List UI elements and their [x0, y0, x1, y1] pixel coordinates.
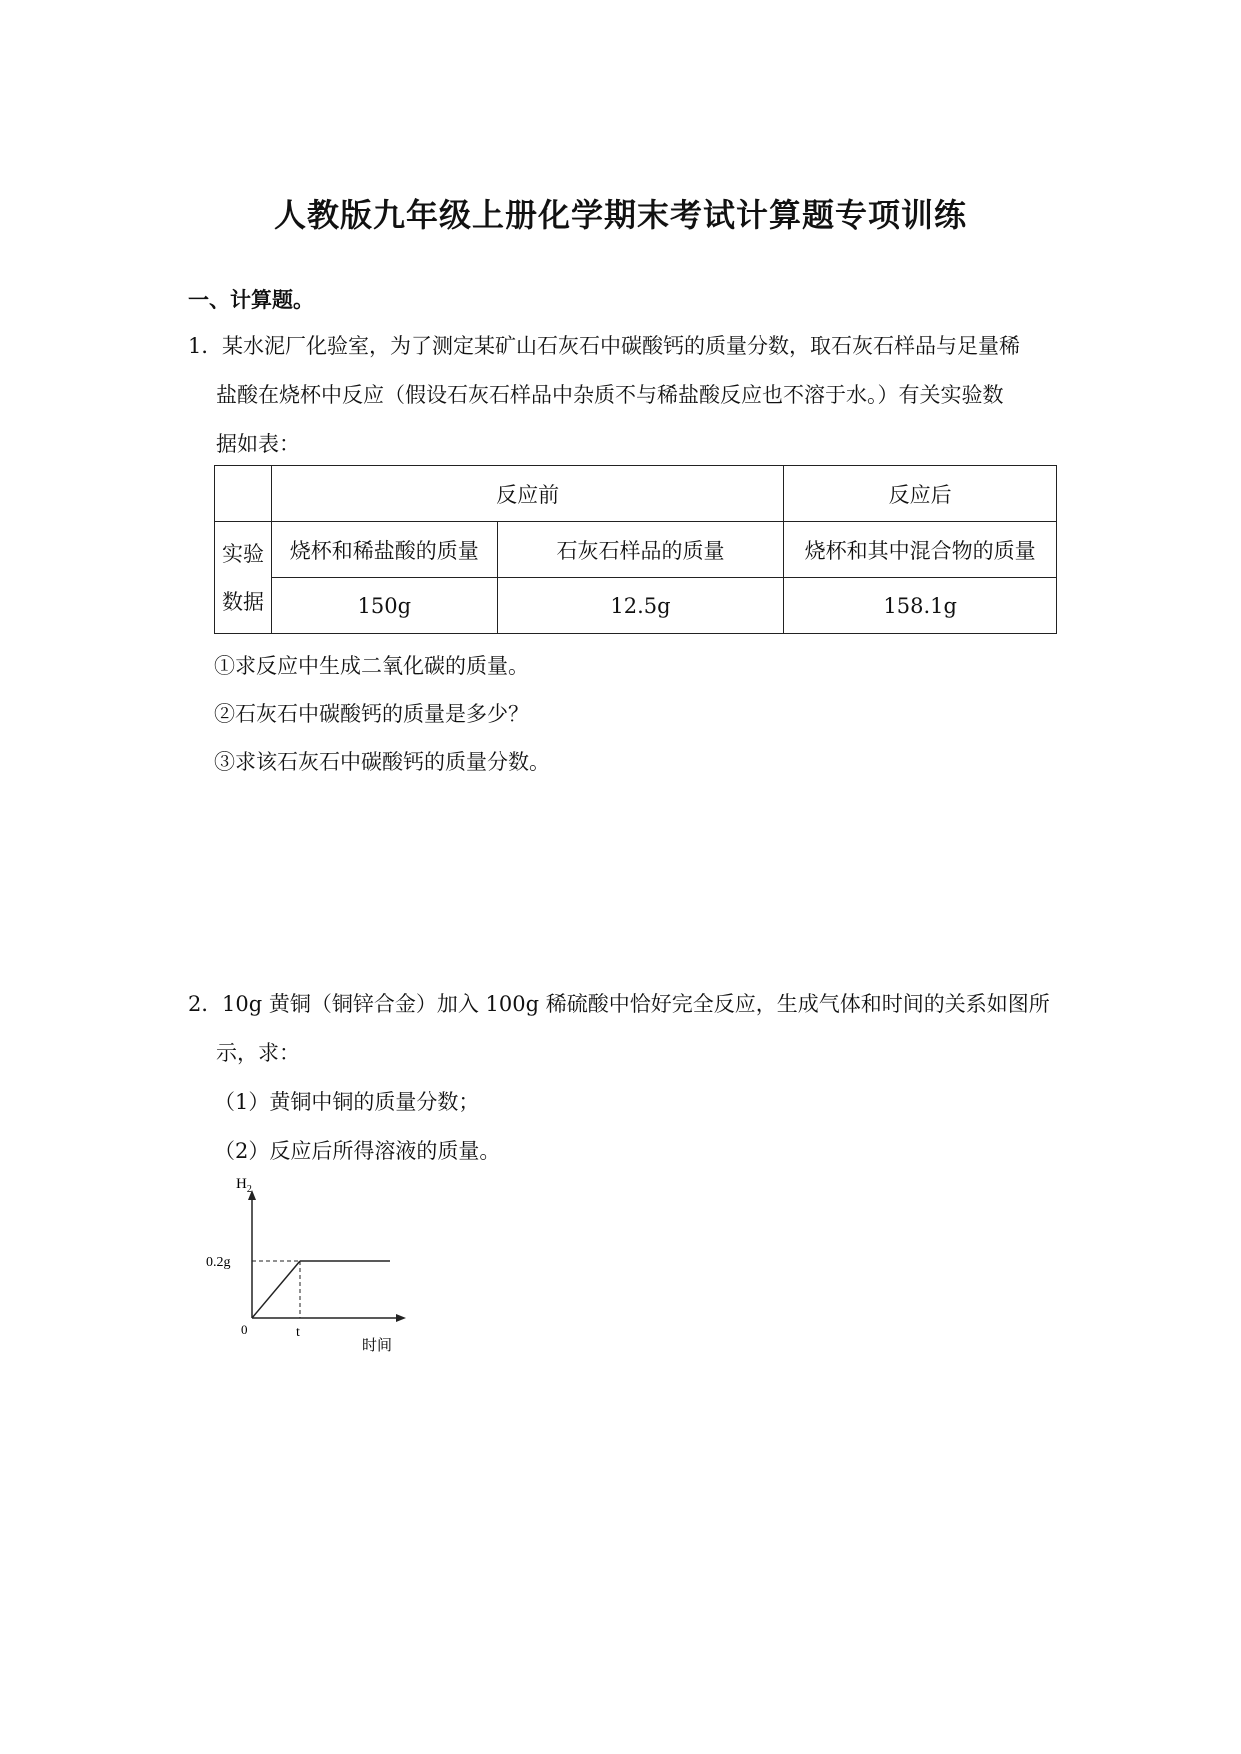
- experiment-data-table: [214, 465, 1057, 634]
- question-1-line-2: 盐酸在烧杯中反应（假设石灰石样品中杂质不与稀盐酸反应也不溶于水。）有关实验数: [216, 383, 1004, 407]
- table-empty-corner: [215, 466, 272, 522]
- table-header-before: 反应前: [271, 466, 783, 522]
- section-heading: 一、计算题。: [188, 288, 314, 312]
- table-row-label-line-2: 数据: [221, 589, 264, 614]
- question-1-line-1: 某水泥厂化验室，为了测定某矿山石灰石中碳酸钙的质量分数，取石灰石样品与足量稀: [222, 334, 1020, 358]
- table-row-label: [215, 522, 272, 634]
- question-1-number: 1．: [188, 334, 223, 358]
- graph-x-arrow-icon: [396, 1314, 406, 1322]
- question-1-line-3: 据如表：: [216, 432, 300, 456]
- question-1-sub-1: ①求反应中生成二氧化碳的质量。: [214, 654, 529, 678]
- graph-y-axis-label: $H_2$: [236, 1176, 252, 1195]
- graph-x-axis-label: 时间: [362, 1338, 393, 1354]
- table-value-beaker-acid: 150g: [271, 578, 497, 634]
- graph-y-value-label: 0.2g: [206, 1255, 231, 1270]
- page-title: 人教版九年级上册化学期末考试计算题专项训练: [273, 196, 967, 234]
- table-value-sample: 12.5g: [497, 578, 784, 634]
- table-column-beaker-acid: 烧杯和稀盐酸的质量: [271, 522, 497, 578]
- question-1-sub-2: ②石灰石中碳酸钙的质量是多少？: [214, 702, 529, 726]
- question-2-line-1: 10g 黄铜（铜锌合金）加入 100g 稀硫酸中恰好完全反应，生成气体和时间的关系如图所: [222, 992, 1050, 1016]
- question-2-sub-2: （2）反应后所得溶液的质量。: [214, 1139, 501, 1163]
- question-2-number: 2．: [188, 992, 223, 1016]
- graph-rising-segment: [252, 1261, 300, 1318]
- table-header-after: 反应后: [784, 466, 1057, 522]
- question-2-sub-1: （1）黄铜中铜的质量分数；: [214, 1090, 480, 1114]
- question-1-sub-3: ③求该石灰石中碳酸钙的质量分数。: [214, 750, 550, 774]
- question-2-line-2: 示，求：: [216, 1041, 300, 1065]
- hydrogen-time-graph: [200, 1168, 420, 1358]
- table-row-label-line-1: 实验: [221, 541, 264, 566]
- table-value-mixture: 158.1g: [784, 578, 1057, 634]
- graph-x-tick-label: t: [296, 1325, 300, 1340]
- graph-origin-label: 0: [241, 1322, 248, 1337]
- table-column-mixture: 烧杯和其中混合物的质量: [784, 522, 1057, 578]
- table-column-sample: 石灰石样品的质量: [497, 522, 784, 578]
